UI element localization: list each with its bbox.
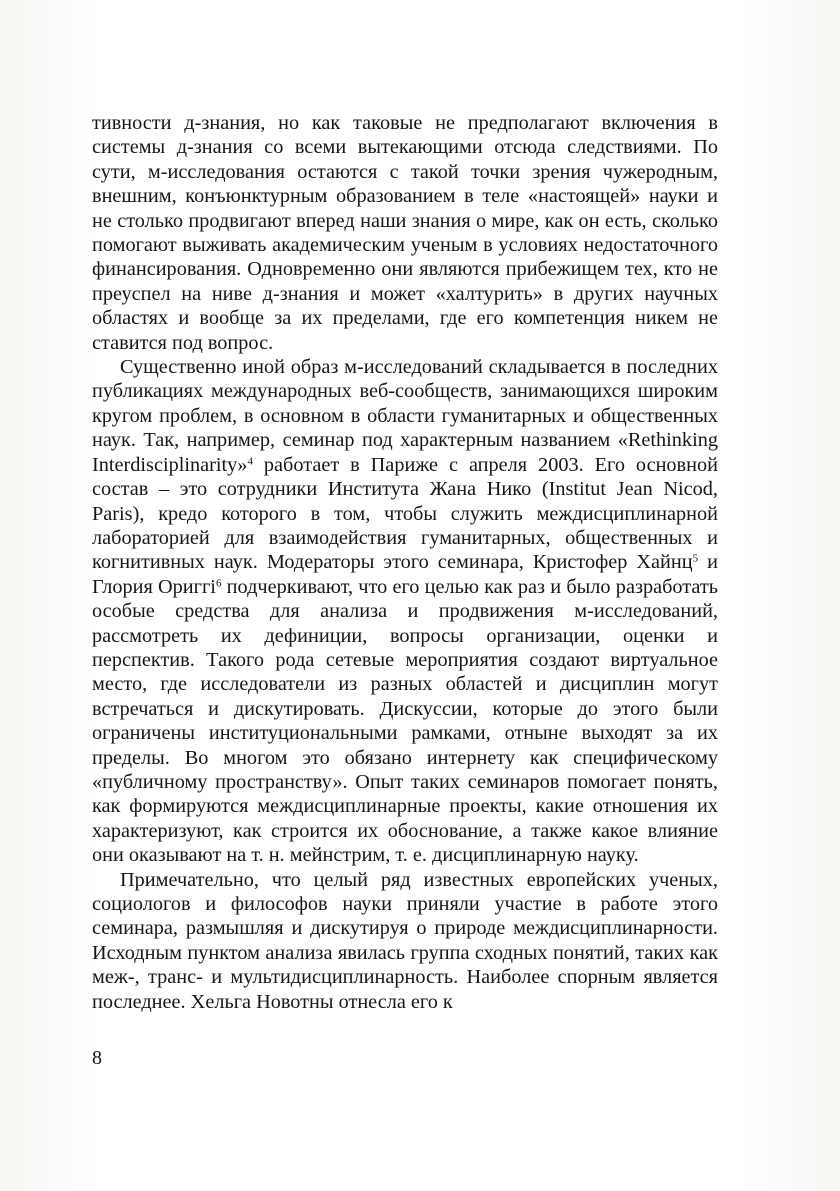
- paragraph-2-text-b: работает в Париже с апреля 2003. Его основной состав – это сотрудники Института Жана Нико (Institut Jean Nicod, Paris), кредо которого в том, чтобы служить междисциплинарной лабораторией для взаимодействия гуманитарных, общественных и когнитивных наук. Модераторы этого семинара, Кристофер Хайнц: [92, 453, 718, 574]
- footnote-ref-4[interactable]: 4: [247, 455, 253, 468]
- page-number: 8: [92, 1047, 102, 1069]
- body-text: [92, 111, 718, 1014]
- footnote-ref-6[interactable]: 6: [215, 577, 222, 590]
- paragraph-1: [92, 111, 718, 355]
- footnote-ref-5[interactable]: 5: [692, 552, 699, 565]
- paragraph-2-text-c: и Глория Ориггі: [92, 551, 718, 598]
- paragraph-3: [92, 868, 718, 1014]
- paragraph-1-text: тивности д-знания, но как таковые не предполагают включения в системы д-знания со всеми вытекающими отсюда следствиями. По сути, м-исследования остаются с такой точки зрения чужеродным, внешним, конъюнктурным образованием в теле «настоящей» науки и не столько продвигают вперед наши знания о мире, как он есть, сколько помогают выживать академическим ученым в условиях недостаточного финансирования. Одновременно они являются прибежищем тех, кто не преуспел на ниве д-знания и может «халтурить» в других научных областях и вообще за их пределами, где его компетенция никем не ставится под вопрос.: [92, 112, 718, 354]
- paragraph-3-text: Примечательно, что целый ряд известных европейских ученых, социологов и философов науки приняли участие в работе этого семинара, размышляя и дискутируя о природе междисциплинарности. Исходным пунктом анализа явилась группа сходных понятий, таких как меж-, транс- и мультидисциплинарность. Наиболее спорным является последнее. Хельга Новотны отнесла его к: [92, 868, 718, 1013]
- paragraph-2-text-d: подчеркивают, что его целью как раз и было разработать особые средства для анализа и продвижения м-исследований, рассмотреть их дефиниции, вопросы организации, оценки и перспектив. Такого рода сетевые мероприятия создают виртуальное место, где исследователи из разных областей и дисциплин могут встречаться и дискутировать. Дискуссии, которые до этого были ограничены институциональными рамками, отныне выходят за их пределы. Во многом это обязано интернету как специфическому «публичному пространству». Опыт таких семинаров помогает понять, как формируются междисциплинарные проекты, какие отношения их характеризуют, как строится их обоснование, а также какое влияние они оказывают на т. н. мейнстрим, т. е. дисциплинарную науку.: [92, 575, 718, 867]
- paragraph-2-text-a: Существенно иной образ м-исследований складывается в последних публикациях международных веб-сообществ, занимающихся широким кругом проблем, в основном в области гуманитарных и общественных наук. Так, например, семинар под характерным названием «Rethinking Interdisciplinarity»: [92, 356, 718, 476]
- paragraph-2: [92, 355, 718, 868]
